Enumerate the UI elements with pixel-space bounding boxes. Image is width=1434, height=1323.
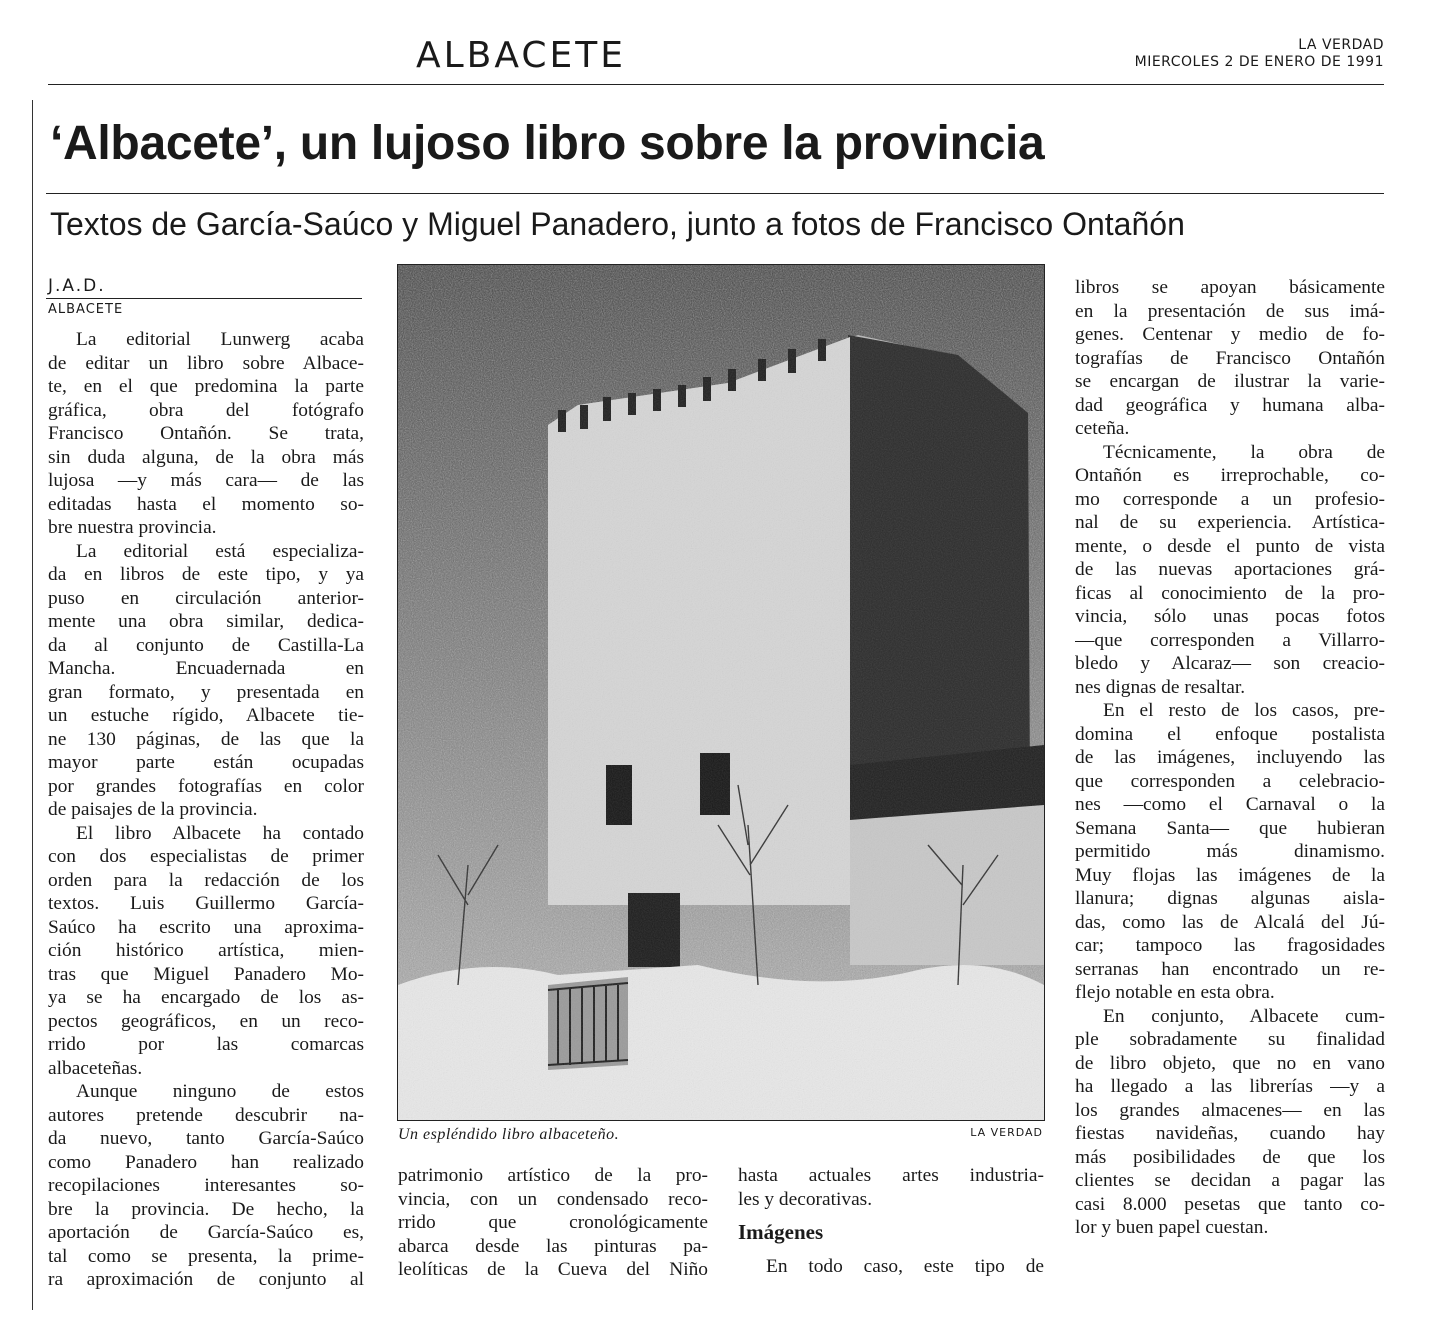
text-line: se encargan de ilustrar la varie-	[1075, 371, 1385, 392]
headline: ‘Albacete’, un lujoso libro sobre la provincia	[50, 117, 1045, 170]
text-line: Francisco Ontañón. Se trata,	[48, 423, 364, 444]
text-line: ceteña.	[1075, 418, 1130, 439]
text-line: ya se ha encargado de los as-	[48, 987, 364, 1008]
text-line: mente una obra similar, dedica-	[48, 611, 364, 632]
text-line: orden para la redacción de los	[48, 869, 364, 891]
text-line: por grandes fotografías en color	[48, 775, 364, 797]
text-line: de las imágenes, incluyendo las	[1075, 747, 1385, 768]
text-line: Ontañón es irreprochable, co-	[1075, 465, 1385, 486]
text-line: da nuevo, tanto García-Saúco	[48, 1128, 364, 1149]
text-line: casi 8.000 pesetas que tanto co-	[1075, 1193, 1385, 1215]
text-line: La editorial está especializa-	[76, 540, 364, 562]
text-line: bledo y Alcaraz— son creacio-	[1075, 653, 1385, 674]
text-line: car; tampoco las fragosidades	[1075, 935, 1385, 956]
text-line: En el resto de los casos, pre-	[1103, 700, 1385, 721]
text-line: ción histórico artística, mien-	[48, 940, 364, 961]
text-line: serranas han encontrado un re-	[1075, 958, 1385, 980]
text-line: llanura; dignas algunas aisla-	[1075, 888, 1385, 909]
text-line: tras que Miguel Panadero Mo-	[48, 963, 364, 985]
subheadline: Textos de García-Saúco y Miguel Panadero, junto a fotos de Francisco Ontañón	[50, 206, 1185, 242]
text-line: genes. Centenar y medio de fo-	[1075, 324, 1385, 345]
text-line: tal como se presenta, la prime-	[48, 1245, 364, 1267]
section-subheading: Imágenes	[738, 1220, 824, 1244]
newspaper-name: LA VERDAD	[1298, 37, 1384, 53]
text-line: clientes se decidan a pagar las	[1075, 1170, 1385, 1191]
text-line: dad geográfica y humana alba-	[1075, 394, 1385, 416]
text-line: da al conjunto de Castilla-La	[48, 634, 364, 656]
text-line: El libro Albacete ha contado	[76, 822, 364, 844]
text-line: lor y buen papel cuestan.	[1075, 1217, 1269, 1238]
text-line: con dos especialistas de primer	[48, 846, 364, 867]
text-line: gran formato, y presentada en	[48, 681, 364, 703]
text-line: Saúco ha escrito una aproxima-	[48, 916, 364, 938]
text-line: libros se apoyan básicamente	[1075, 277, 1385, 298]
text-line: das, como las de Alcalá del Jú-	[1075, 911, 1385, 933]
section-title: ALBACETE	[416, 35, 626, 76]
header-rule	[48, 84, 1384, 85]
text-line: La editorial Lunwerg acaba	[76, 329, 364, 350]
text-line: autores pretende descubrir na-	[48, 1104, 364, 1126]
text-line: les y decorativas.	[738, 1188, 873, 1210]
text-line: como Panadero han realizado	[48, 1151, 364, 1173]
article-column-2	[398, 1164, 708, 1282]
text-line: ra aproximación de conjunto al	[48, 1269, 364, 1290]
text-line: ne 130 páginas, de las que la	[48, 728, 364, 750]
text-line: nes dignas de resaltar.	[1075, 676, 1246, 698]
text-line: que corresponden a celebracio-	[1075, 770, 1385, 792]
text-line: da en libros de este tipo, y ya	[48, 564, 364, 585]
text-line: sin duda alguna, de la obra más	[48, 446, 364, 468]
text-line: rrido que cronológicamente	[398, 1212, 708, 1233]
text-line: ha llegado a las librerías —y a	[1075, 1076, 1385, 1097]
text-line: pectos geográficos, en un reco-	[48, 1010, 364, 1032]
text-line: albaceteñas.	[48, 1057, 143, 1079]
text-line: de editar un libro sobre Albace-	[48, 352, 364, 374]
text-line: bre la provincia. De hecho, la	[48, 1198, 364, 1220]
article-column-1	[48, 328, 364, 1292]
text-line: ficas al conocimiento de la pro-	[1075, 582, 1385, 604]
text-line: recopilaciones interesantes so-	[48, 1175, 364, 1196]
text-line: Semana Santa— que hubieran	[1075, 817, 1385, 839]
text-line: vincia, sólo unas pocas fotos	[1075, 606, 1385, 627]
text-line: flejo notable en esta obra.	[1075, 982, 1275, 1003]
text-line: nal de su experiencia. Artística-	[1075, 512, 1385, 533]
text-line: Muy flojas las imágenes de la	[1075, 864, 1385, 886]
text-line: aportación de García-Saúco es,	[48, 1222, 364, 1243]
article-column-3	[738, 1164, 1044, 1279]
text-line: en la presentación de sus imá-	[1075, 300, 1385, 322]
text-line: ple sobradamente su finalidad	[1075, 1029, 1385, 1050]
text-line: abarca desde las pinturas pa-	[398, 1235, 708, 1257]
article-photo	[397, 264, 1045, 1121]
text-line: Técnicamente, la obra de	[1103, 441, 1385, 463]
text-line: editadas hasta el momento so-	[48, 493, 364, 515]
text-line: En conjunto, Albacete cum-	[1103, 1005, 1385, 1027]
text-line: mo corresponde a un profesio-	[1075, 488, 1385, 510]
text-line: En todo caso, este tipo de	[766, 1256, 1044, 1277]
issue-date: MIERCOLES 2 DE ENERO DE 1991	[1134, 54, 1384, 70]
text-line: de las nuevas aportaciones grá-	[1075, 559, 1385, 580]
masthead-info	[1060, 37, 1384, 71]
text-line: Mancha. Encuadernada en	[48, 658, 364, 679]
text-line: patrimonio artístico de la pro-	[398, 1165, 708, 1186]
text-line: Aunque ninguno de estos	[76, 1081, 364, 1102]
left-column-rule	[32, 100, 33, 1310]
text-line: textos. Luis Guillermo García-	[48, 893, 364, 914]
text-line: permitido más dinamismo.	[1075, 841, 1385, 862]
text-line: —que corresponden a Villarro-	[1075, 629, 1385, 651]
text-line: gráfica, obra del fotógrafo	[48, 399, 364, 421]
text-line: mente, o desde el punto de vista	[1075, 535, 1385, 557]
photo-caption: Un espléndido libro albaceteño.	[398, 1126, 620, 1143]
castle-tower-illustration	[398, 265, 1044, 1120]
text-line: nes —como el Carnaval o la	[1075, 794, 1385, 815]
text-line: vincia, con un condensado reco-	[398, 1188, 708, 1210]
byline: J.A.D.	[48, 276, 106, 296]
text-line: mayor parte están ocupadas	[48, 752, 364, 773]
text-line: rrido por las comarcas	[48, 1034, 364, 1055]
article-column-4	[1075, 276, 1385, 1240]
text-line: fiestas navideñas, cuando hay	[1075, 1123, 1385, 1144]
text-line: de paisajes de la provincia.	[48, 799, 258, 820]
text-line: puso en circulación anterior-	[48, 587, 364, 609]
text-line: tografías de Francisco Ontañón	[1075, 347, 1385, 369]
text-line: de libro objeto, que no en vano	[1075, 1052, 1385, 1074]
text-line: domina el enfoque postalista	[1075, 723, 1385, 745]
text-line: los grandes almacenes— en las	[1075, 1099, 1385, 1121]
text-line: un estuche rígido, Albacete tie-	[48, 705, 364, 726]
text-line: más posibilidades de que los	[1075, 1146, 1385, 1168]
text-line: bre nuestra provincia.	[48, 517, 217, 538]
dateline: ALBACETE	[48, 302, 124, 317]
text-line: lujosa —y más cara— de las	[48, 470, 364, 491]
text-line: leolíticas de la Cueva del Niño	[398, 1259, 708, 1280]
text-line: te, en el que predomina la parte	[48, 376, 364, 397]
byline-rule	[46, 298, 362, 299]
photo-credit: LA VERDAD	[970, 1126, 1043, 1139]
text-line: hasta actuales artes industria-	[738, 1165, 1044, 1186]
headline-rule	[46, 193, 1384, 194]
